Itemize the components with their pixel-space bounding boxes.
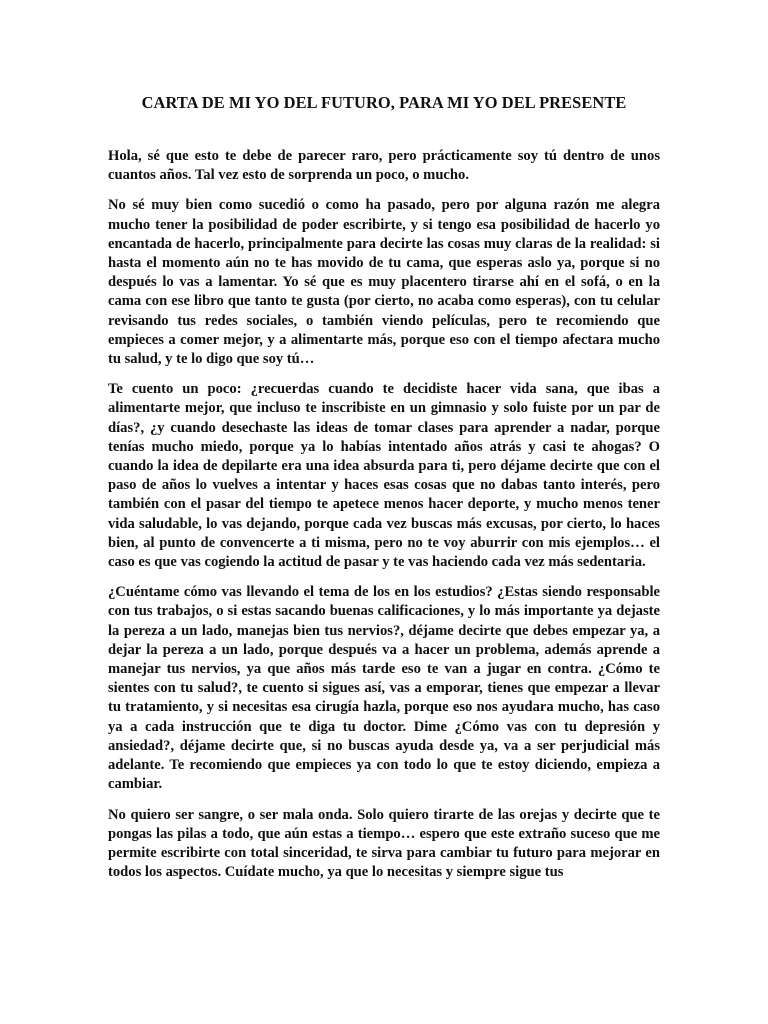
paragraph-studies-health: ¿Cuéntame cómo vas llevando el tema de los en los estudios? ¿Estas siendo responsable con tus trabajos, o si estas sacando buenas calificaciones, y lo más importante ya dejaste la pereza a un lado, manejas bien tus nervios?, déjame decirte que debes empezar ya, a dejar la pereza a un lado, porque después va a hacer un problema, además aprende a manejar tus nervios, ya que años más tarde eso te van a jugar en contra. ¿Cómo te sientes con tu salud?, te cuento si sigues así, vas a emporar, tienes que empezar a llevar tu tratamiento, y si necesitas esa cirugía hazla, porque eso nos ayudara mucho, has caso ya a cada instrucción que te diga tu doctor. Dime ¿Cómo vas con tu depresión y ansiedad?, déjame decirte que, si no buscas ayuda desde ya, va a ser perjudicial más adelante. Te recomiendo que empieces ya con todo lo que te estoy diciendo, empieza a cambiar.	[108, 584, 660, 793]
paragraph-greeting: Hola, sé que esto te debe de parecer raro, pero prácticamente soy tú dentro de unos cuantos años. Tal vez esto de sorprenda un poco, o mucho.	[108, 148, 660, 184]
paragraph-memories: Te cuento un poco: ¿recuerdas cuando te decidiste hacer vida sana, que ibas a alimentarte mejor, que incluso te inscribiste en un gimnasio y solo fuiste por un par de días?, ¿y cuando desechaste las ideas de tomar clases para aprender a nadar, porque tenías mucho miedo, porque ya lo habías intentado años atrás y casi te ahogas? O cuando la idea de depilarte era una idea absurda para ti, pero déjame decirte que con el paso de años lo vuelves a intentar y haces esas cosas que no dabas tanto interés, pero también con el pasar del tiempo te apetece menos hacer deporte, y mucho menos tener vida saludable, lo vas dejando, porque cada vez buscas más excusas, por cierto, lo haces bien, al punto de convencerte a ti misma, pero no te voy aburrir con mis ejemplos… el caso es que vas cogiendo la actitud de pasar y te vas haciendo cada vez más sedentaria.	[108, 381, 660, 571]
paragraph-intro: No sé muy bien como sucedió o como ha pasado, pero por alguna razón me alegra mucho tener la posibilidad de poder escribirte, y si tengo esa posibilidad de hacerlo yo encantada de hacerlo, principalmente para decirte las cosas muy claras de la realidad: si hasta el momento aún no te has movido de tu cama, que esperas aslo ya, porque si no después lo vas a lamentar. Yo sé que es muy placentero tirarse ahí en el sofá, o en la cama con ese libro que tanto te gusta (por cierto, no acaba como esperas), con tu celular revisando tus redes sociales, o también viendo películas, pero te recomiendo que empieces a comer mejor, y a alimentarte más, porque eso con el tiempo afectara mucho tu salud, y te lo digo que soy tú…	[108, 197, 660, 368]
paragraph-closing: No quiero ser sangre, o ser mala onda. Solo quiero tirarte de las orejas y decirte que te pongas las pilas a todo, que aún estas a tiempo… espero que este extraño suceso que me permite escribirte con total sinceridad, te sirva para cambiar tu futuro para mejorar en todos los aspectos. Cuídate mucho, ya que lo necesitas y siempre sigue tus	[108, 806, 660, 881]
document-title: CARTA DE MI YO DEL FUTURO, PARA MI YO DEL PRESENTE	[141, 93, 627, 112]
